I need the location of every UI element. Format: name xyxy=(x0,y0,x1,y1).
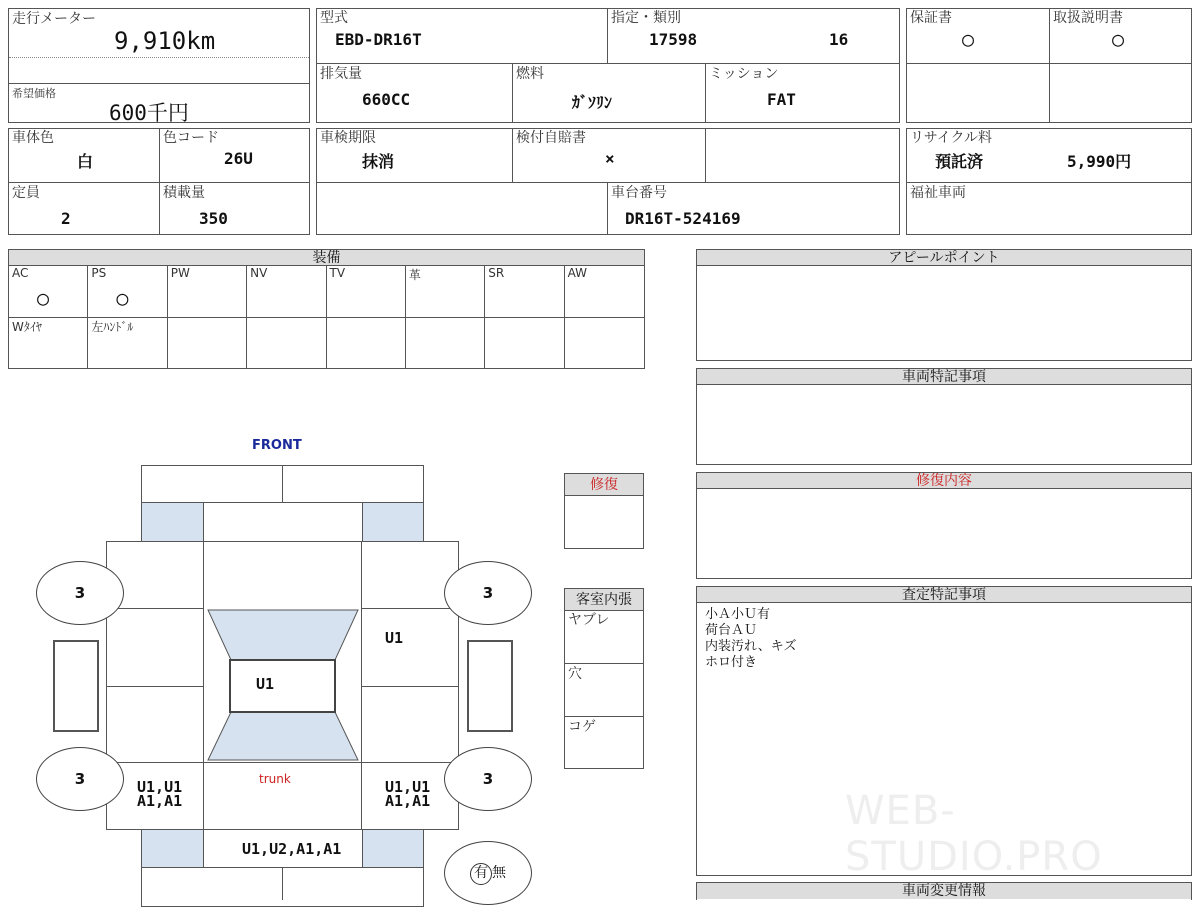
equipment-cell-row2-2 xyxy=(168,318,247,368)
appeal-title: アピールポイント xyxy=(697,250,1191,266)
vehicle-change-box xyxy=(696,882,1192,900)
inspection-block xyxy=(316,128,900,235)
equipment-value: ○ xyxy=(116,286,129,310)
left-mirror xyxy=(53,640,99,732)
desired-price-value: 600千円 xyxy=(109,101,189,125)
rear-bottom-grade: U1,U2,A1,A1 xyxy=(242,840,342,858)
equipment-cell-7 xyxy=(565,266,644,318)
equipment-cell-5 xyxy=(406,266,485,318)
recycle-amount: 5,990円 xyxy=(1067,152,1132,171)
equipment-label: AW xyxy=(567,266,588,280)
tire-rear-right: 3 xyxy=(444,747,532,811)
vehicle-notes-title: 車両特記事項 xyxy=(697,369,1191,385)
welfare-label: 福祉車両 xyxy=(910,185,966,201)
equipment-label: TV xyxy=(329,266,346,280)
recycle-label: リサイクル料 xyxy=(910,130,993,146)
equipment-cell-row2-0 xyxy=(9,318,88,368)
displacement-label: 排気量 xyxy=(320,66,362,82)
mileage-price-box xyxy=(8,8,310,123)
equipment-label: PS xyxy=(91,266,107,280)
equipment-label: PW xyxy=(170,266,190,280)
left-rear-grade: U1,U1 A1,A1 xyxy=(137,778,183,810)
nashi-mark: 無 xyxy=(492,865,506,881)
interior-item-tear: ヤブレ xyxy=(568,612,610,628)
equipment-cell-1 xyxy=(88,266,167,318)
appraisal-note-line: 内装汚れ、キズ xyxy=(705,639,797,654)
chassis-label: 車台番号 xyxy=(611,185,667,201)
documents-block xyxy=(906,8,1192,123)
body-color-label: 車体色 xyxy=(12,130,54,146)
tire-front-left: 3 xyxy=(36,561,124,625)
equipment-grid xyxy=(9,266,644,368)
fuel-value: ｶﾞｿﾘﾝ xyxy=(572,93,613,112)
right-rear-grade: U1,U1 A1,A1 xyxy=(385,778,431,810)
equipment-label: AC xyxy=(12,266,29,280)
equipment-cell-row2-3 xyxy=(247,318,326,368)
equipment-cell-row2-5 xyxy=(406,318,485,368)
color-block xyxy=(8,128,310,235)
equipment-cell-6 xyxy=(485,266,564,318)
desired-price-label: 希望価格 xyxy=(12,87,56,100)
front-label: FRONT xyxy=(252,438,302,453)
appraisal-note-line: ホロ付き xyxy=(705,655,758,670)
designation-label: 指定・類別 xyxy=(611,10,681,26)
equipment-label: NV xyxy=(250,266,268,280)
color-code-value: 26U xyxy=(224,149,253,168)
watermark: WEB-STUDIO.PRO xyxy=(845,788,1103,880)
capacity-value: 2 xyxy=(61,209,71,228)
manual-value: ○ xyxy=(1112,27,1125,51)
equipment-label: 左ﾊﾝﾄﾞﾙ xyxy=(91,320,134,334)
appraisal-note-line: 荷台ＡＵ xyxy=(705,623,758,638)
manual-label: 取扱説明書 xyxy=(1053,10,1123,26)
displacement-value: 660CC xyxy=(362,90,411,109)
equipment-cell-0 xyxy=(9,266,88,318)
equipment-cell-row2-4 xyxy=(327,318,406,368)
right-front-door-grade: U1 xyxy=(385,629,404,647)
inspection-value: 抹消 xyxy=(362,152,395,171)
color-code-label: 色コード xyxy=(163,130,219,146)
equipment-cell-row2-1 xyxy=(88,318,167,368)
mileage-label: 走行メーター xyxy=(12,11,96,27)
fuel-label: 燃料 xyxy=(516,66,544,82)
equipment-cell-4 xyxy=(327,266,406,318)
designation-value-2: 16 xyxy=(829,30,849,49)
appraisal-notes-lines xyxy=(705,607,797,671)
load-value: 350 xyxy=(199,209,228,228)
appeal-box xyxy=(696,249,1192,361)
repair-content-title: 修復内容 xyxy=(697,473,1191,489)
equipment-value: ○ xyxy=(37,286,50,310)
model-label: 型式 xyxy=(320,10,348,26)
front-center xyxy=(203,502,363,542)
insurance-value: × xyxy=(605,149,615,168)
repair-box-title: 修復 xyxy=(565,474,643,496)
equipment-cell-2 xyxy=(168,266,247,318)
appraisal-note-line: 小Ａ小Ｕ有 xyxy=(705,607,771,622)
recycle-block xyxy=(906,128,1192,235)
equipment-cell-row2-6 xyxy=(485,318,564,368)
interior-box xyxy=(564,588,644,769)
equipment-label: Wﾀｲﾔ xyxy=(12,320,42,334)
equipment-label: 革 xyxy=(408,268,421,282)
vehicle-change-title: 車両変更情報 xyxy=(697,883,1191,899)
front-left-corner xyxy=(141,502,204,542)
vehicle-notes-box xyxy=(696,368,1192,465)
body-color-value: 白 xyxy=(77,152,94,171)
roof-grade: U1 xyxy=(256,675,275,693)
designation-value-1: 17598 xyxy=(649,30,698,49)
recycle-status: 預託済 xyxy=(935,152,984,171)
mileage-value: 9,910km xyxy=(114,27,216,55)
rear-left-corner xyxy=(141,829,204,868)
right-mirror xyxy=(467,640,513,732)
trunk-label: trunk xyxy=(259,772,291,786)
load-label: 積載量 xyxy=(163,185,205,201)
roof-panel xyxy=(229,659,336,713)
ari-mark: 有 xyxy=(470,863,492,885)
repair-box xyxy=(564,473,644,549)
tire-front-right: 3 xyxy=(444,561,532,625)
interior-item-hole: 穴 xyxy=(568,666,582,682)
transmission-label: ミッション xyxy=(709,66,779,82)
warranty-label: 保証書 xyxy=(910,10,952,26)
interior-item-burn: コゲ xyxy=(568,719,596,735)
rear-right-corner xyxy=(362,829,424,868)
repair-content-box xyxy=(696,472,1192,579)
equipment-table xyxy=(8,249,645,369)
tire-rear-left: 3 xyxy=(36,747,124,811)
capacity-label: 定員 xyxy=(12,185,40,201)
model-block xyxy=(316,8,900,123)
insurance-label: 検付自賠書 xyxy=(516,130,586,146)
ari-nashi-indicator xyxy=(444,841,532,905)
equipment-label: SR xyxy=(488,266,505,280)
front-right-corner xyxy=(362,502,424,542)
equipment-cell-3 xyxy=(247,266,326,318)
equipment-title: 装備 xyxy=(9,250,644,266)
warranty-value: ○ xyxy=(962,27,975,51)
appraisal-notes-title: 査定特記事項 xyxy=(697,587,1191,603)
transmission-value: FAT xyxy=(767,90,796,109)
inspection-label: 車検期限 xyxy=(320,130,376,146)
chassis-value: DR16T-524169 xyxy=(625,209,741,228)
model-value: EBD-DR16T xyxy=(335,30,422,49)
interior-title: 客室内張 xyxy=(565,589,643,611)
